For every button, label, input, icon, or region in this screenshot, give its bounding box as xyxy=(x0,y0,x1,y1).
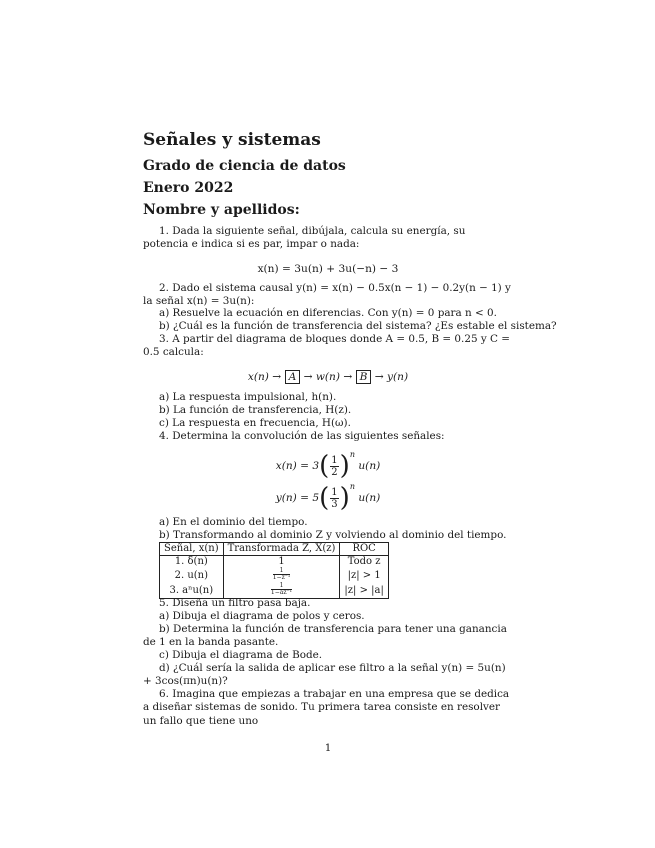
diagram-output: → y(n) xyxy=(374,371,409,383)
table-cell: $\frac{1}{\text{1−az⁻¹}}$ xyxy=(223,583,340,599)
table-cell: |z| > |a| xyxy=(340,583,388,599)
question-4-text: 4. Determina la convolución de las siguientes señales: xyxy=(159,430,445,442)
z-transform-table xyxy=(159,542,389,599)
question-1-equation: x(n) = 3u(n) + 3u(−n) − 3 xyxy=(257,263,399,275)
table-row xyxy=(160,568,389,583)
table-cell: $\frac{1}{\text{1−z⁻¹}}$ xyxy=(223,568,340,583)
diagram-mid: → w(n) → xyxy=(303,371,353,383)
equation-x-lhs: x(n) = 3 xyxy=(275,460,320,472)
table-header-roc: ROC xyxy=(340,543,388,556)
diagram-input: x(n) → xyxy=(247,371,282,383)
equation-x-rhs: u(n) xyxy=(358,460,381,472)
question-3-a: a) La respuesta impulsional, h(n). xyxy=(159,391,337,403)
name-label: Nombre y apellidos: xyxy=(143,202,300,218)
question-2-b: b) ¿Cuál es la función de transferencia del sistema? ¿Es estable el sistema? xyxy=(159,320,557,332)
exponent-n: n xyxy=(349,482,355,491)
equation-y-lhs: y(n) = 5 xyxy=(275,492,320,504)
table-header-signal: Señal, x(n) xyxy=(160,543,224,556)
equation-y-rhs: u(n) xyxy=(358,492,381,504)
question-3-text: 3. A partir del diagrama de bloques donde A = 0.5, B = 0.25 y C = 0.5 calcula: xyxy=(143,333,510,359)
question-5-c: c) Dibuja el diagrama de Bode. xyxy=(159,649,323,661)
table-cell: 1. δ(n) xyxy=(160,556,224,569)
table-row xyxy=(160,556,389,569)
table-cell: 2. u(n) xyxy=(160,568,224,583)
table-cell: 3. aⁿu(n) xyxy=(160,583,224,599)
question-4-a: a) En el dominio del tiempo. xyxy=(159,516,308,528)
question-4-b: b) Transformando al dominio Z y volviendo al dominio del tiempo. xyxy=(159,529,507,541)
question-5-text: 5. Diseña un filtro pasa baja. xyxy=(159,597,311,609)
exponent-n: n xyxy=(349,450,355,459)
question-5-a: a) Dibuja el diagrama de polos y ceros. xyxy=(159,610,365,622)
table-header-transform: Transformada Z, X(z) xyxy=(223,543,340,556)
block-diagram xyxy=(143,371,513,383)
table-cell: 1 xyxy=(223,556,340,569)
page-title: Señales y sistemas xyxy=(143,130,321,150)
question-3-c: c) La respuesta en frecuencia, H(ω). xyxy=(159,417,351,429)
question-5-d: d) ¿Cuál sería la salida de aplicar ese filtro a la señal y(n) = 5u(n) + 3cos(πn)u(n)? xyxy=(143,662,506,688)
question-5-b: b) Determina la función de transferencia para tener una ganancia de 1 en la banda pasante. xyxy=(143,623,507,649)
equation-x: x(n) = 3( $\frac{1}{2}$ )$^n$ u(n) xyxy=(275,450,381,481)
degree-heading: Grado de ciencia de datos xyxy=(143,158,346,174)
block-a: A xyxy=(285,370,301,384)
fraction-one-half: $\frac{1}{2}$ xyxy=(331,454,338,478)
question-3-b: b) La función de transferencia, H(z). xyxy=(159,404,352,416)
question-2-a: a) Resuelve la ecuación en diferencias. Con y(n) = 0 para n < 0. xyxy=(159,307,497,319)
equation-y: y(n) = 5( $\frac{1}{3}$ )$^n$ u(n) xyxy=(275,482,381,513)
fraction-one-third: $\frac{1}{3}$ xyxy=(331,486,338,510)
table-header-row xyxy=(160,543,389,556)
question-6-text: 6. Imagina que empiezas a trabajar en una empresa que se dedica a diseñar sistemas de sonido. Tu primera tarea consiste en resolver un fallo que tiene uno xyxy=(143,688,510,727)
page-number: 1 xyxy=(324,742,332,754)
block-b: B xyxy=(356,370,372,384)
question-1-text: 1. Dada la siguiente señal, dibújala, calcula su energía, su potencia e indica si es par, impar o nada: xyxy=(143,225,466,251)
table-cell: |z| > 1 xyxy=(340,568,388,583)
table-cell: Todo z xyxy=(340,556,388,569)
date-heading: Enero 2022 xyxy=(143,180,234,196)
question-2-text: 2. Dado el sistema causal y(n) = x(n) − 0.5x(n − 1) − 0.2y(n − 1) y la señal x(n) = 3u(n): xyxy=(143,282,511,308)
